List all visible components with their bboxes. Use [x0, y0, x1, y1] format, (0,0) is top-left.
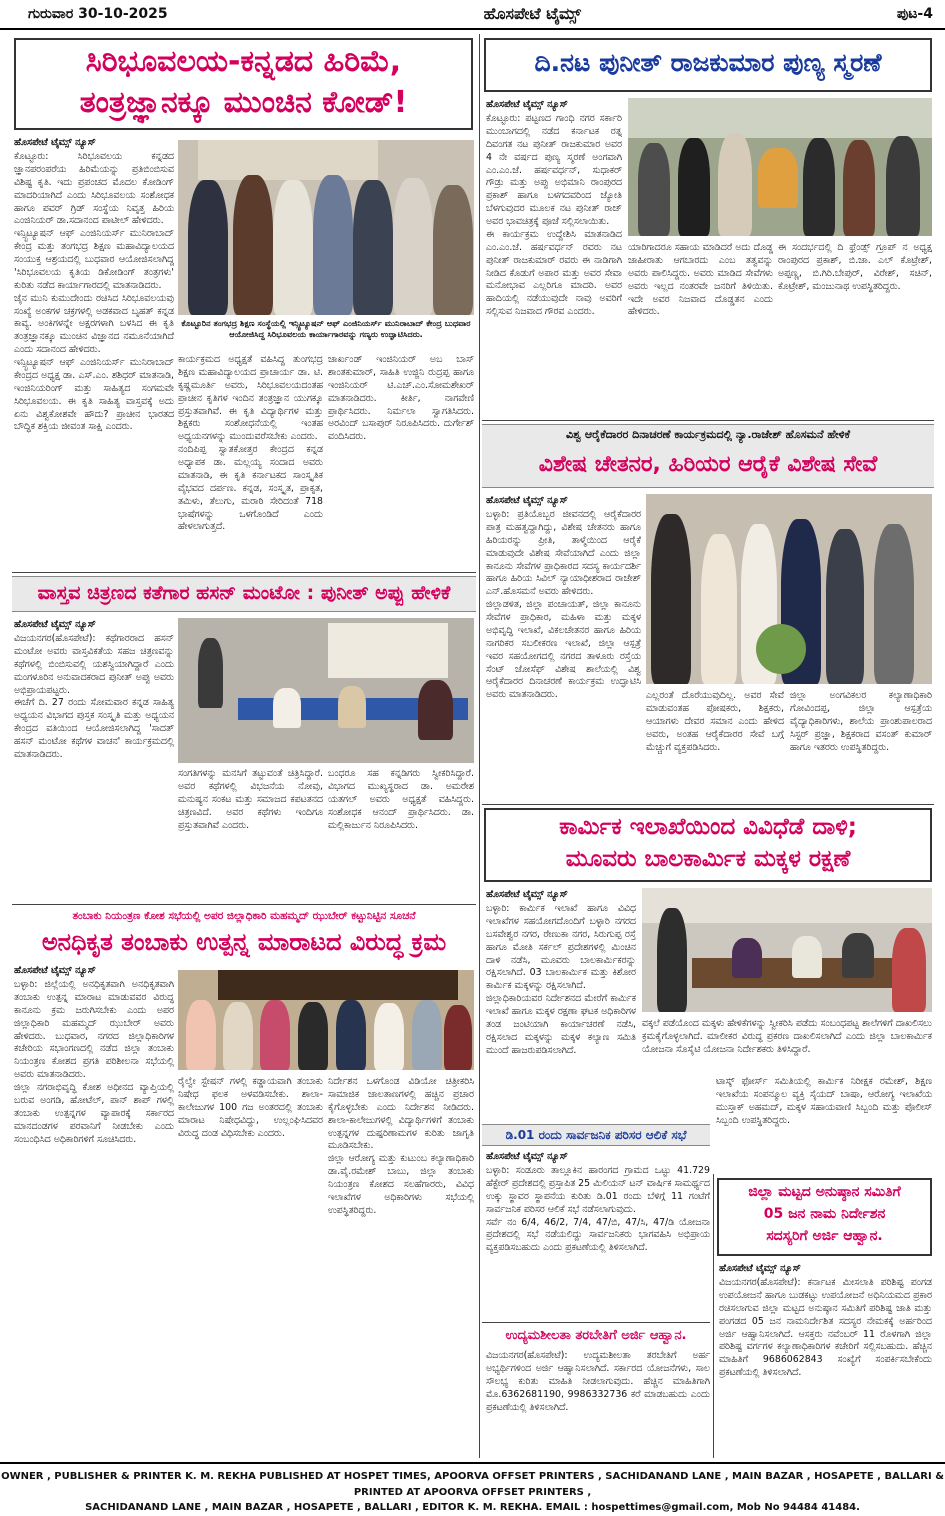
- siri-col-3: [328, 354, 474, 568]
- labour-byline: ಹೊಸಪೇಟೆ ಟೈಮ್ಸ್ ನ್ಯೂಸ್: [486, 889, 568, 900]
- tobacco-photo: [178, 970, 474, 1070]
- labour-para-3: ವಕ್ಕಲೆ ಪಡೆಯೊಂದ ಮಕ್ಕಳು ಹೇಳಿಕೆಗಳನ್ನು ಸ್ವೀಕರಿಸಿ ಪಡೆದು ಸಂಬಂಧಪಟ್ಟ ಶಾಲೆಗಳಿಗೆ ದಾಖಲಿಸಲು ಕ್ರಮಕೈಗೊಳ್ಳಲಾಗಿದೆ. ಮಾಲೀಕರ ವಿರುದ್ಧ ಪ್ರಕರಣ ದಾಖಲಿಸಲಾಗಿದೆ ಎಂದು ಜಿಲ್ಲಾ ಬಾಲಕಾರ್ಮಿಕ ಯೋಜನಾ ಸೊಸೈಟಿ ಯೋಜನಾ ನಿರ್ದೇಶಕರು ತಿಳಿಸಿದ್ದಾರೆ.: [642, 1018, 932, 1055]
- siri-para-1: ಕೊಟ್ಟೂರು: ಸಿರಿಭೂವಲಯ ಕನ್ನಡದ ಜ್ಞಾನಪರಂಪರೆಯ ಹಿರಿಮೆಯನ್ನು ಪ್ರತಿಬಿಂಬಿಸುವ ವಿಶಿಷ್ಟ ಕೃತಿ. ಇದು ಪ್ರಪಂಚದ ಮೊದಲ ಕೋಡಿಂಗ್ ಮಾದರಿಯಾಗಿದೆ ಎಂದು ಸಿರಿಭೂವಲಯ ಸಂಶೋಧಕ ಹಾಗೂ ಪವರ್ ಗ್ರಿಡ್ ಸಂಸ್ಥೆಯ ನಿವೃತ್ತ ಹಿರಿಯ ಎಂಜಿನಿಯರ್ ಡಾ.ಸದಾನಂದ ಪಾಟೀಲ್ ಹೇಳಿದರು.: [14, 151, 174, 227]
- committee-headline-2: 05 ಜನ ನಾಮ ನಿರ್ದೇಶನ: [763, 1206, 886, 1222]
- puneeth-para-1: ಕೊಟ್ಟೂರು: ಪಟ್ಟಣದ ಗಾಂಧಿ ನಗರ ಸರ್ಕಾರಿ ಮುಂಬಾಗದಲ್ಲಿ ನಡೆದ ಕರ್ನಾಟಕ ರತ್ನ ದಿವಂಗತ ನಟ ಪುನೀತ್ ರಾಜಕುಮಾರ ಅವರ 4 ನೇ ವರ್ಷದ ಪುಣ್ಯ ಸ್ಮರಣೆ ಅಂಗವಾಗಿ ಎಂ.ಎಂ.ಜೆ. ಹರ್ಷವರ್ಧನ್, ಸುಧಾಕರ್ ಗೌಡ್ರು ಮತ್ತು ಅಪ್ಪು ಅಭಿಮಾನಿ ರಾಂಪುರದ ಪ್ರಕಾಶ್ ಹಾಗೂ ಬಳಗದವರಿಂದ ಜ್ಯೋತಿ ಬೆಳಗುವುದರ ಮೂಲಕ ನಟ ಪುನೀತ್ ರಾಜ್ ಅವರ ಭಾವಚಿತ್ರಕ್ಕೆ ಪೂಜೆ ಸಲ್ಲಿಸಲಾಯಿತು.: [486, 113, 622, 227]
- manto-photo: [178, 618, 474, 763]
- puneeth-para-2: ಈ ಕಾರ್ಯಕ್ರಮ ಉದ್ದೇಶಿಸಿ ಮಾತನಾಡಿದ ಎಂ.ಎಂ.ಜೆ. ಹರ್ಷವರ್ಧನ್ ರವರು ನಟ ಪುನೀತ್ ರಾಜಕುಮಾರ್ ರವರು ಈ ನಾಡಿಗಾಗಿ ನೀಡಿದ ಕೊಡುಗೆ ಅಪಾರ ಮತ್ತು ಅವರ ಸೇವಾ ಮನೋಭಾವ ಎಲ್ಲರಿಗೂ ಮಾದರಿ. ಅವರ ಹಾದಿಯಲ್ಲಿ ನಡೆಯುವುದೇ ನಾವು ಅವರಿಗೆ ಸಲ್ಲಿಸುವ ನಿಜವಾದ ಗೌರವ ಎಂದರು.: [486, 228, 622, 318]
- siri-para-7: ಜಾರ್ಖಂಡ್ ಇಂಜಿನಿಯರ್ ಅಬ ಬಾಸ್ ಶಾಂತಕುಮಾರ್, ಸಾಹಿತಿ ಉಜ್ಜಿನಿ ರುದ್ರಪ್ಪ ಹಾಗೂ ಇಂಜಿನಿಯರ್ ಟಿ.ಎಚ್.ಎಂ.ಸೋಮಶೇಖರ್ ಮಾತನಾಡಿದರು. ಕೀರ್ತಿ, ನಾಗವೇಣಿ ಪ್ರಾರ್ಥಿಸಿದರು. ನಿರ್ಮಲಾ ಸ್ವಾಗತಿಸಿದರು. ಅರವಿಂದ್ ಬಸಾಪುರ್ ನಿರೂಪಿಸಿದರು. ದುರ್ಗೇಶ್ ವಂದಿಸಿದರು.: [328, 354, 474, 443]
- puneeth-col-3: [778, 242, 932, 416]
- elderly-para-2: ಜಿಲ್ಲಾಡಳಿತ, ಜಿಲ್ಲಾ ಪಂಚಾಯತ್, ಜಿಲ್ಲಾ ಕಾನೂನು ಸೇವೆಗಳ ಪ್ರಾಧಿಕಾರ, ಮಹಿಳಾ ಮತ್ತು ಮಕ್ಕಳ ಅಭಿವೃದ್ಧಿ ಇಲಾಖೆ, ವಿಕಲಚೇತನರ ಹಾಗೂ ಹಿರಿಯ ನಾಗರಿಕರ ಸಬಲೀಕರಣ ಇಲಾಖೆ, ಜಿಲ್ಲಾ ಆಸ್ಪತ್ರೆ ಇವರ ಸಹಯೋಗದಲ್ಲಿ ನಗರದ ತಾಳೂರು ರಸ್ತೆಯ ಸೆಂಟ್ ಜೋಸೆಫ್ ವಿಶೇಷ ಶಾಲೆಯಲ್ಲಿ ವಿಶ್ವ ಆರೈಕೆದಾರರ ದಿನಾಚರಣೆ ಕಾರ್ಯಕ್ರಮ ಉದ್ಘಾಟಿಸಿ ಅವರು ಮಾತನಾಡಿದರು.: [486, 599, 641, 701]
- elderly-headline: ವಿಶೇಷ ಚೇತನರ, ಹಿರಿಯರ ಆರೈಕೆ ವಿಶೇಷ ಸೇವೆ: [538, 452, 878, 477]
- tobacco-col-2: [178, 1076, 323, 1458]
- committee-body-wrap: [719, 1262, 932, 1458]
- env-headline: ಡಿ.01 ರಂದು ಸಾರ್ವಜನಿಕ ಪರಿಸರ ಆಲಿಕೆ ಸಭೆ: [505, 1128, 687, 1142]
- labour-para-2: ಜಿಲ್ಲಾಧಿಕಾರಿಯವರ ನಿರ್ದೇಶನದ ಮೇರೆಗೆ ಕಾರ್ಮಿಕ ಇಲಾಖೆ ಹಾಗೂ ಮಕ್ಕಳ ರಕ್ಷಣಾ ಘಟಕ ಅಧಿಕಾರಿಗಳ ತಂಡ ಜಂಟಿಯಾಗಿ ಕಾರ್ಯಾಚರಣೆ ನಡೆಸಿ, ರಕ್ಷಿಸಲಾದ ಮಕ್ಕಳನ್ನು ಮಕ್ಕಳ ಕಲ್ಯಾಣ ಸಮಿತಿ ಮುಂದೆ ಹಾಜರುಪಡಿಸಲಾಗಿದೆ.: [486, 993, 636, 1056]
- manto-col-1: [14, 618, 174, 900]
- manto-para-4: ಬಂಧರೂ ಸಹ ಕನ್ನಡಿಗರು ಸ್ವೀಕರಿಸಿದ್ದಾರೆ. ವಿಭಾಗದ ಮುಖ್ಯಸ್ಥರಾದ ಡಾ. ಅಮರೇಶ ಯತಗಲ್ ಅವರು ಅಧ್ಯಕ್ಷತೆ ವಹಿಸಿದ್ದರು. ಸಂಶೋಧಕ ಆನಂದ್ ಪ್ರಾರ್ಥಿಸಿದರು. ಡಾ. ಮಲ್ಲಿಕಾರ್ಜುನ ನಿರೂಪಿಸಿದರು.: [328, 768, 474, 831]
- siri-photo: [178, 140, 474, 315]
- manto-byline: ಹೊಸಪೇಟೆ ಟೈಮ್ಸ್ ನ್ಯೂಸ್: [14, 619, 96, 630]
- labour-para-4: ಟಾಸ್ಕ್ ಫೋರ್ಸ್ ಸಮಿತಿಯಲ್ಲಿ ಕಾರ್ಮಿಕ ನಿರೀಕ್ಷಕ ರಮೇಶ್, ಶಿಕ್ಷಣ ಇಲಾಖೆಯ ಸಂಪನ್ಮೂಲ ವ್ಯಕ್ತಿ ಸೈಯದ್ ಬಾಷಾ, ಆರೋಗ್ಯ ಇಲಾಖೆಯ ಮುಸ್ತಾಕ್ ಅಹಮದ್, ಮಕ್ಕಳ ಸಹಾಯವಾಣಿ ಸಿಬ್ಬಂದಿ ಮತ್ತು ಪೊಲೀಸ್ ಸಿಬ್ಬಂದಿ ಉಪಸ್ಥಿತರಿದ್ದರು.: [716, 1076, 932, 1126]
- elderly-col-1: [486, 494, 641, 800]
- labour-headline-2: ಮೂವರು ಬಾಲಕಾರ್ಮಿಕ ಮಕ್ಕಳ ರಕ್ಷಣೆ: [565, 846, 851, 872]
- labour-col-3: [716, 1076, 932, 1170]
- siri-col-2: [178, 354, 323, 568]
- committee-body: ವಿಜಯನಗರ(ಹೊಸಪೇಟೆ): ಕರ್ನಾಟಕ ಮೀಸಲಾತಿ ಪರಿಶಿಷ್ಟ ಪಂಗಡ ಉಪಯೋಜನೆ ಹಾಗೂ ಬುಡಕಟ್ಟು ಉಪಯೋಜನೆ ಅಧಿನಿಯಮದ ಪ್ರಕಾರ ರಚಿಸಲಾಗುವ ಜಿಲ್ಲಾ ಮಟ್ಟದ ಅನುಷ್ಠಾನ ಸಮಿತಿಗೆ ಪರಿಶಿಷ್ಟ ಜಾತಿ ಮತ್ತು ಪಂಗಡದ 05 ಜನ ನಾಮನಿರ್ದೇಶಿತ ಸದಸ್ಯರ ನೇಮಕಕ್ಕೆ ಅರ್ಹರಿಂದ ಅರ್ಜಿ ಆಹ್ವಾನಿಸಲಾಗಿದೆ. ಆಸಕ್ತರು ನವೆಂಬರ್ 11 ರೊಳಗಾಗಿ ಜಿಲ್ಲಾ ಪರಿಶಿಷ್ಟ ವರ್ಗಗಳ ಕಲ್ಯಾಣಾಧಿಕಾರಿಗಳ ಕಚೇರಿಗೆ ಸಲ್ಲಿಸಬಹುದು. ಹೆಚ್ಚಿನ ಮಾಹಿತಿಗೆ 9686062843 ಸಂಖ್ಯೆಗೆ ಸಂಪರ್ಕಿಸಬೇಕೆಂದು ಪ್ರಕಟಣೆಯಲ್ಲಿ ತಿಳಿಸಲಾಗಿದೆ.: [719, 1277, 932, 1379]
- manto-col-3: [328, 768, 474, 900]
- column-divider: [713, 1174, 714, 1458]
- puneeth-byline: ಹೊಸಪೇಟೆ ಟೈಮ್ಸ್ ನ್ಯೂಸ್: [486, 99, 568, 110]
- labour-col-1: [486, 888, 636, 1122]
- entre-headline: ಉದ್ಯಮಶೀಲತಾ ತರಬೇತಿಗೆ ಅರ್ಜಿ ಆಹ್ವಾನ.: [505, 1328, 687, 1343]
- divider: [482, 804, 934, 805]
- elderly-para-4: ಜಿಲ್ಲಾ ಅಂಗವಿಕಲರ ಕಲ್ಯಾಣಾಧಿಕಾರಿ ಗೋವಿಂದಪ್ಪ, ಜಿಲ್ಲಾ ಆಸ್ಪತ್ರೆಯ ವೈದ್ಯಾಧಿಕಾರಿಗಳು, ಶಾಲೆಯ ಪ್ರಾಂಶುಪಾಲರಾದ ಸಿಸ್ಟರ್ ಪ್ರಜ್ಞಾ, ಶಿಕ್ಷಕರಾದ ವಸಂತ್ ಕುಮಾರ್ ಹಾಗೂ ಇತರರು ಉಪಸ್ಥಿತರಿದ್ದರು.: [790, 690, 932, 753]
- puneeth-col-2: [628, 242, 773, 416]
- puneeth-photo: [628, 98, 932, 236]
- env-para-1: ಬಳ್ಳಾರಿ: ಸಂಡೂರು ತಾಲ್ಲೂಕಿನ ಹಾರಂಗದ ಗ್ರಾಮದ ಒಟ್ಟು 41.729 ಹೆಕ್ಟೇರ್ ಪ್ರದೇಶದಲ್ಲಿ ಪ್ರಸ್ತಾಪಿತ 25 ಮಿಲಿಯನ್ ಟನ್ ವಾರ್ಷಿಕ ಸಾಮರ್ಥ್ಯದ ಉಕ್ಕು ಸ್ಥಾವರ ಸ್ಥಾಪನೆಯ ಕುರಿತು ಡಿ.01 ರಂದು ಬೆಳಿಗ್ಗೆ 11 ಗಂಟೆಗೆ ಸಾರ್ವಜನಿಕ ಪರಿಸರ ಆಲಿಕೆ ಸಭೆ ನಡೆಸಲಾಗುವುದು.: [486, 1165, 710, 1215]
- tobacco-col-1: [14, 964, 174, 1458]
- imprint-line-2: SACHIDANAND LANE , MAIN BAZAR , HOSAPETE , BALLARI , EDITOR K. M. REKHA. EMAIL : hospettimes@gmail.com, Mob No 94484 41484.: [85, 1502, 860, 1513]
- committee-byline: ಹೊಸಪೇಟೆ ಟೈಮ್ಸ್ ನ್ಯೂಸ್: [719, 1263, 801, 1274]
- tobacco-para-5: ಜಿಲ್ಲಾ ಆರೋಗ್ಯ ಮತ್ತು ಕುಟುಂಬ ಕಲ್ಯಾಣಾಧಿಕಾರಿ ಡಾ.ವೈ.ರಮೇಶ್ ಬಾಬು, ಜಿಲ್ಲಾ ತಂಬಾಕು ನಿಯಂತ್ರಣ ಕೋಶದ ಸಲಹೆಗಾರರು, ವಿವಿಧ ಇಲಾಖೆಗಳ ಅಧಿಕಾರಿಗಳು ಸಭೆಯಲ್ಲಿ ಉಪಸ್ಥಿತರಿದ್ದರು.: [328, 1153, 474, 1216]
- puneeth-para-3: ಯಾರಿಗಾದರೂ ಸಹಾಯ ಮಾಡಿದರೆ ಅದು ದೊಡ್ಡ ಜಾಹೀರಾತು ಆಗಬಾರದು ಎಂಬ ತತ್ವವನ್ನು ಅವರು ಪಾಲಿಸಿದ್ದರು. ಅವರು ಮಾಡಿದ ಸೇವೆಗಳು ಅವರು ಇಲ್ಲದ ನಂತರವೇ ಜನರಿಗೆ ತಿಳಿಯಿತು. ಇದೇ ಅವರ ನಿಜವಾದ ದೊಡ್ಡತನ ಎಂದು ಹೇಳಿದರು.: [628, 242, 773, 318]
- imprint-line-1: OWNER , PUBLISHER & PRINTER K. M. REKHA PUBLISHED AT HOSPET TIMES, APOORVA OFFSET PRINTERS , SACHIDANAND LANE , MAIN BAZAR , HOSAPETE , BALLARI & PRINTED AT APOORVA OFFSET PRINTERS ,: [1, 1471, 944, 1498]
- paper-name: ಹೊಸಪೇಟೆ ಟೈಮ್ಸ್: [483, 4, 581, 23]
- siri-col-1: [14, 136, 174, 568]
- env-byline: ಹೊಸಪೇಟೆ ಟೈಮ್ಸ್ ನ್ಯೂಸ್: [486, 1151, 568, 1162]
- elderly-col-3: [790, 690, 932, 800]
- elderly-photo: [646, 494, 932, 684]
- siri-para-3: ಜೈನ ಮುನಿ ಕುಮುದೇಂದು ರಚಿಸಿದ ಸಿರಿಭೂವಲಯವು ಸಂಖ್ಯೆ ಅಂಕಗಳ ಚಕ್ರಗಳಲ್ಲಿ ಅಡಕವಾದ ಬೃಹತ್ ಕನ್ನಡ ಕಾವ್ಯ. ಅಂಕಿಗಳನ್ನೇ ಅಕ್ಷರಗಳಾಗಿ ಬಳಸಿದ ಈ ಕೃತಿ ತಂತ್ರಜ್ಞಾನಕ್ಕೂ ಮುಂಚಿನ ವಿಜ್ಞಾನದ ನಮೂನೆಯಾಗಿದೆ ಎಂದು ಸದಾನಂದ ಹೇಳಿದರು.: [14, 292, 174, 356]
- siri-para-6: ನಂದಿಪಿಪ್ಪ ಸ್ವಾತಕೋತ್ತರ ಕೇಂದ್ರದ ಕನ್ನಡ ಅಧ್ಯಾಪಕ ಡಾ. ಮಲ್ಲಯ್ಯ ಸಂದಾದ ಅವರು ಮಾತನಾಡಿ, ಈ ಕೃತಿ ಕರ್ನಾಟಕದ ಸಾಂಸ್ಕೃತಿಕ ವೈಭವದ ದರ್ಪಣ. ಕನ್ನಡ, ಸಂಸ್ಕೃತ, ಪ್ರಾಕೃತ, ತಮಿಳು, ತೆಲುಗು, ಮರಾಠಿ ಸೇರಿದಂತೆ 718 ಭಾಷೆಗಳನ್ನು ಒಳಗೊಂಡಿದೆ ಎಂದು ಹೇಳಲಾಗುತ್ತದೆ.: [178, 444, 323, 533]
- puneeth-headline: ದಿ.ನಟ ಪುನೀತ್ ರಾಜಕುಮಾರ ಪುಣ್ಯ ಸ್ಮರಣೆ: [534, 48, 882, 77]
- siri-photo-caption: ಕೊಟ್ಟೂರಿನ ತಂಗಭದ್ರ ಶಿಕ್ಷಣ ಸಂಸ್ಥೆಯಲ್ಲಿ ಇನ್ಸ್ಟಿಟ್ಯೂಷನ್ ಆಫ್ ಎಂಜಿನಿಯರ್ಸ್ ಮುನಿರಾಬಾದ್ ಕೇಂದ್ರ ಬುಧವಾರ ಆಯೋಜಿಸಿದ್ದ ಸಿರಿಭೂವಲಯ ಕಾರ್ಯಾಗಾರವನ್ನು ಗಣ್ಯರು ಉದ್ಘಾಟಿಸಿದರು.: [181, 318, 471, 339]
- env-body: [486, 1150, 710, 1320]
- tobacco-para-3: ರೈಲ್ವೇ ಸ್ಟೇಷನ್ ಗಳಲ್ಲಿ ಕಡ್ಡಾಯವಾಗಿ ತಂಬಾಕು ನಿಷೇಧ ಫಲಕ ಅಳವಡಿಸಬೇಕು. ಶಾಲಾ-ಕಾಲೇಜುಗಳ 100 ಗಜ ಅಂತರದಲ್ಲಿ ತಂಬಾಕು ಮಾರಾಟ ನಿಷೇಧವಿದ್ದು, ಉಲ್ಲಂಘಿಸಿದವರ ವಿರುದ್ಧ ದಂಡ ವಿಧಿಸಬೇಕು ಎಂದರು.: [178, 1076, 323, 1139]
- divider: [482, 1322, 710, 1323]
- committee-headline-3: ಸದಸ್ಯರಿಗೆ ಅರ್ಜಿ ಆಹ್ವಾನ.: [766, 1228, 883, 1244]
- siri-headline-2: ತಂತ್ರಜ್ಞಾನಕ್ಕೂ ಮುಂಚಿನ ಕೋಡ್!: [79, 85, 408, 120]
- siri-para-2: ಇನ್ಸ್ಟಿಟ್ಯೂಷನ್ ಆಫ್ ಎಂಜಿನಿಯರ್ಸ್ ಮುನಿರಾಬಾದ್ ಕೇಂದ್ರ ಮತ್ತು ತಂಗಭದ್ರ ಶಿಕ್ಷಣ ಮಹಾವಿದ್ಯಾಲಯದ ಸಂಯುಕ್ತ ಆಶ್ರಯದಲ್ಲಿ ಬುಧವಾರ ಆಯೋಜಿಸಲಾಗಿದ್ದ 'ಸಿರಿಭೂವಲಯ ಕೃತಿಯ ಡಿಕೋಡಿಂಗ್ ತಂತ್ರಗಳು' ಕುರಿತು ನಡೆದ ಕಾರ್ಯಾಗಾರದಲ್ಲಿ ಮಾತನಾಡಿದರು.: [14, 228, 174, 291]
- divider: [12, 904, 476, 905]
- manto-para-3: ಸಂಗತಿಗಳನ್ನು ಮನಸಿಗೆ ತಟ್ಟುವಂತೆ ಚಿತ್ರಿಸಿದ್ದಾರೆ. ಅವರ ಕಥೆಗಳಲ್ಲಿ ವಿಭಜನೆಯ ನೋವು, ಮನುಷ್ಯನ ಸಂಕಟ ಮತ್ತು ಸಮಾಜದ ಕಪಟತನದ ಚಿತ್ರಣವಿದೆ. ಅವರ ಕಥೆಗಳು ಇಂದಿಗೂ ಪ್ರಸ್ತುತವಾಗಿವೆ ಎಂದರು.: [178, 768, 323, 831]
- divider: [482, 420, 934, 421]
- puneeth-col-1: [486, 98, 622, 416]
- tobacco-byline: ಹೊಸಪೇಟೆ ಟೈಮ್ಸ್ ನ್ಯೂಸ್: [14, 965, 96, 976]
- elderly-col-2: [646, 690, 784, 800]
- siri-para-4: ಇನ್ಸ್ಟಿಟ್ಯೂಷನ್ ಆಫ್ ಎಂಜಿನಿಯರ್ಸ್ ಮುನಿರಾಬಾದ್ ಕೇಂದ್ರದ ಅಧ್ಯಕ್ಷ ಡಾ. ಎಸ್.ಎಂ. ಶಶಿಧರ್ ಮಾತನಾಡಿ, ಇಂಜಿನಿಯರಿಂಗ್ ಮತ್ತು ಸಾಹಿತ್ಯದ ಸಂಗಮವೇ ಸಿರಿಭೂವಲಯ. ಈ ಕೃತಿ ಸಾಹಿತ್ಯ ವಾಸ್ತವಕ್ಕೆ ಅದು ಏನು ವಿಶ್ವಕೋಶವೇ ಹೌದು? ಪ್ರಾಚೀನ ಭಾರತದ ಬೌದ್ಧಿಕ ಶಕ್ತಿಯ ಜೀವಂತ ಸಾಕ್ಷಿ ಎಂದರು.: [14, 357, 174, 433]
- issue-date: ಗುರುವಾರ 30-10-2025: [28, 6, 168, 22]
- env-para-2: ಸರ್ವೆ ನಂ 6/4, 46/2, 7/4, 47/ಬಿ, 47/ಸಿ, 47/ಡಿ ಯೋಜನಾ ಪ್ರದೇಶದಲ್ಲಿ ಸಭೆ ನಡೆಯಲಿದ್ದು ಸಾರ್ವಜನಿಕರು ಭಾಗವಹಿಸಿ ಅಭಿಪ್ರಾಯ ವ್ಯಕ್ತಪಡಿಸಬಹುದು ಎಂದು ಪ್ರಕಟಣೆಯಲ್ಲಿ ತಿಳಿಸಲಾಗಿದೆ.: [486, 1216, 710, 1254]
- manto-para-2: ಈಚೆಗೆ ದಿ. 27 ರಂದು ಸೋಮವಾರ ಕನ್ನಡ ಸಾಹಿತ್ಯ ಅಧ್ಯಯನ ವಿಭಾಗದ ಪುಸ್ತಕ ಸಂಸ್ಕೃತಿ ಮತ್ತು ಅಧ್ಯಯನ ಕೇಂದ್ರದ ವತಿಯಿಂದ ಆಯೋಜಿಸಲಾಗಿದ್ದ 'ಸಾದತ್ ಹಸನ್ ಮಂಟೋ ಕಥೆಗಳ ವಾಚನ' ಕಾರ್ಯಕ್ರಮದಲ್ಲಿ ಮಾತನಾಡಿದರು.: [14, 697, 174, 760]
- entre-body: ವಿಜಯನಗರ(ಹೊಸಪೇಟೆ): ಉದ್ಯಮಶೀಲತಾ ತರಬೇತಿಗೆ ಅರ್ಹ ಅಭ್ಯರ್ಥಿಗಳಿಂದ ಅರ್ಜಿ ಆಹ್ವಾನಿಸಲಾಗಿದೆ. ಸರ್ಕಾರದ ಯೋಜನೆಗಳು, ಸಾಲ ಸೌಲಭ್ಯ ಕುರಿತು ಮಾಹಿತಿ ನೀಡಲಾಗುವುದು. ಹೆಚ್ಚಿನ ಮಾಹಿತಿಗಾಗಿ ಮೊ.6362681190, 9986332736 ಕರೆ ಮಾಡಬಹುದು ಎಂದು ಪ್ರಕಟಣೆಯಲ್ಲಿ ತಿಳಿಸಲಾಗಿದೆ.: [486, 1350, 710, 1413]
- imprint-footer: [0, 1462, 945, 1513]
- column-divider: [479, 34, 480, 1458]
- manto-col-2: [178, 768, 323, 900]
- siri-byline: ಹೊಸಪೇಟೆ ಟೈಮ್ಸ್ ನ್ಯೂಸ್: [14, 137, 96, 148]
- labour-para-1: ಬಳ್ಳಾರಿ: ಕಾರ್ಮಿಕ ಇಲಾಖೆ ಹಾಗೂ ವಿವಿಧ ಇಲಾಖೆಗಳ ಸಹಯೋಗದೊಂದಿಗೆ ಬಳ್ಳಾರಿ ನಗರದ ಬಸವೇಶ್ವರ ನಗರ, ರೇಣುಕಾ ನಗರ, ಸಿರುಗುಪ್ಪ ರಸ್ತೆ ಹಾಗೂ ಮೋತಿ ಸರ್ಕಲ್ ಪ್ರದೇಶಗಳಲ್ಲಿ ಮಿಂಚಿನ ದಾಳಿ ನಡೆಸಿ, ಮೂವರು ಬಾಲಕಾರ್ಮಿಕರನ್ನು ರಕ್ಷಿಸಲಾಗಿದೆ. 03 ಬಾಲಕಾರ್ಮಿಕ ಮತ್ತು ಕಿಶೋರ ಕಾರ್ಮಿಕ ಮಕ್ಕಳನ್ನು ರಕ್ಷಿಸಲಾಗಿದೆ.: [486, 903, 636, 992]
- siri-para-5: ಕಾರ್ಯಕ್ರಮದ ಅಧ್ಯಕ್ಷತೆ ವಹಿಸಿದ್ದ ತುಂಗಭದ್ರ ಶಿಕ್ಷಣ ಮಹಾವಿದ್ಯಾಲಯದ ಪ್ರಾಚಾರ್ಯ ಡಾ. ಟಿ. ಕೃಷ್ಣಮೂರ್ತಿ ಅವರು, ಸಿರಿಭೂವಲಯದಂತಹ ಪ್ರಾಚೀನ ಕೃತಿಗಳ ಇಂದಿನ ತಂತ್ರಜ್ಞಾನ ಯುಗಕ್ಕೂ ಪ್ರಸ್ತುತವಾಗಿವೆ. ಈ ಕೃತಿ ವಿದ್ಯಾರ್ಥಿಗಳ ಮತ್ತು ಶಿಕ್ಷಕರು ಸಂಶೋಧನೆಯಲ್ಲಿ ಇಂತಹ ಅಧ್ಯಯನಗಳನ್ನು ಮುಂದುವರೆಸಬೇಕು ಎಂದರು.: [178, 354, 323, 443]
- tobacco-col-3: [328, 1076, 474, 1458]
- page-number: ಪುಟ-4: [896, 6, 933, 22]
- manto-para-1: ವಿಜಯನಗರ(ಹೊಸಪೇಟೆ): ಕಥೆಗಾರರಾದ ಹಸನ್ ಮಂಟೋ ಅವರು ವಾಸ್ತವಿಕತೆಯ ಸಹಜ ಚಿತ್ರಣವನ್ನು ಕಥೆಗಳಲ್ಲಿ ಬಿಂಬಿಸುವಲ್ಲಿ ಯಶಸ್ವಿಯಾಗಿದ್ದಾರೆ ಎಂದು ಮಂಗಳೂರಿನ ಅನುವಾದಕರಾದ ಪುನೀತ್ ಅಪ್ಪು ಅವರು ಅಭಿಪ್ರಾಯಪಟ್ಟರು.: [14, 633, 174, 696]
- committee-headline-1: ಜಿಲ್ಲಾ ಮಟ್ಟದ ಅನುಷ್ಠಾನ ಸಮಿತಿಗೆ: [748, 1184, 901, 1200]
- tobacco-para-1: ಬಳ್ಳಾರಿ: ಜಿಲ್ಲೆಯಲ್ಲಿ ಅನಧಿಕೃತವಾಗಿ ಅನಧಿಕೃತವಾಗಿ ತಂಬಾಕು ಉತ್ಪನ್ನ ಮಾರಾಟ ಮಾಡುವವರ ವಿರುದ್ಧ ಕಾನೂನು ಕ್ರಮ ಜರುಗಿಸಬೇಕು ಎಂದು ಅಪರ ಜಿಲ್ಲಾಧಿಕಾರಿ ಮಹಮ್ಮದ್ ಝುಬೇರ್ ಅವರು ಹೇಳಿದರು. ಬುಧವಾರ, ನಗರದ ಜಿಲ್ಲಾಧಿಕಾರಿಗಳ ಕಚೇರಿಯ ಸಭಾಂಗಣದಲ್ಲಿ ನಡೆದ ಜಿಲ್ಲಾ ತಂಬಾಕು ನಿಯಂತ್ರಣ ಕೋಶದ ಪ್ರಗತಿ ಪರಿಶೀಲನಾ ಸಭೆಯಲ್ಲಿ ಅವರು ಮಾತನಾಡಿದರು.: [14, 979, 174, 1081]
- puneeth-para-4: ಈ ಸಂದರ್ಭದಲ್ಲಿ ದಿ ಫ್ರೆಂಡ್ಸ್ ಗ್ರೂಪ್ ನ ಅಧ್ಯಕ್ಷ ರಾಂಪುರದ ಪ್ರಕಾಶ್, ಬಿ.ಜಾ. ಎಲ್ ಕೊಟ್ರೇಶ್, ಅಪ್ಪಣ್ಣ, ಬಿ.ಗಿರಿ.ಬೇಪುರ್, ವಿರೇಶ್, ಸಚಿನ್, ಕೊಟ್ರೇಶ್, ಮಂಜುನಾಥ ಉಪಸ್ಥಿತರಿದ್ದರು.: [778, 242, 932, 292]
- labour-headline-1: ಕಾರ್ಮಿಕ ಇಲಾಖೆಯಿಂದ ವಿವಿಧೆಡೆ ದಾಳಿ;: [559, 814, 857, 840]
- manto-headline: ವಾಸ್ತವ ಚಿತ್ರಣದ ಕತೆಗಾರ ಹಸನ್ ಮಂಟೋ : ಪುನೀತ್ ಅಪ್ಪು ಹೇಳಿಕೆ: [37, 582, 451, 604]
- tobacco-para-4: ನಿರ್ದೇಶನ ಒಳಗೊಂಡ ವಿಡಿಯೋ ಚಿತ್ರೀಕರಿಸಿ ಸಾಮಾಜಿಕ ಜಾಲತಾಣಗಳಲ್ಲಿ ಹಚ್ಚಿನ ಪ್ರಚಾರ ಕೈಗೊಳ್ಳಬೇಕು ಎಂದು ನಿರ್ದೇಶನ ನೀಡಿದರು. ಶಾಲಾ-ಕಾಲೇಜುಗಳಲ್ಲಿ ವಿದ್ಯಾರ್ಥಿಗಳಿಗೆ ತಂಬಾಕು ಉತ್ಪನ್ನಗಳ ದುಷ್ಪರಿಣಾಮಗಳ ಕುರಿತು ಜಾಗೃತಿ ಮೂಡಿಸಬೇಕು.: [328, 1076, 474, 1152]
- elderly-para-1: ಬಳ್ಳಾರಿ: ಪ್ರತಿಯೊಬ್ಬರ ಜೀವನದಲ್ಲಿ ಆರೈಕೆದಾರರ ಪಾತ್ರ ಮಹತ್ವದ್ದಾಗಿದ್ದು, ವಿಶೇಷ ಚೇತನರು ಹಾಗೂ ಹಿರಿಯರನ್ನು ಪ್ರೀತಿ, ತಾಳ್ಮೆಯಿಂದ ಆರೈಕೆ ಮಾಡುವುದೇ ವಿಶೇಷ ಸೇವೆಯಾಗಿದೆ ಎಂದು ಜಿಲ್ಲಾ ಕಾನೂನು ಸೇವೆಗಳ ಪ್ರಾಧಿಕಾರದ ಸದಸ್ಯ ಕಾರ್ಯದರ್ಶಿ ಹಾಗೂ ಹಿರಿಯ ಸಿವಿಲ್ ನ್ಯಾಯಾಧೀಶರಾದ ರಾಜೇಶ್ ಎನ್.ಹೊಸಮನೆ ಅವರು ಹೇಳಿದರು.: [486, 509, 641, 598]
- labour-photo: [642, 888, 932, 1012]
- masthead: [0, 0, 945, 30]
- divider: [12, 572, 476, 573]
- elderly-byline: ಹೊಸಪೇಟೆ ಟೈಮ್ಸ್ ನ್ಯೂಸ್: [486, 495, 568, 506]
- elderly-para-3: ಎಲ್ಲರಂತೆ ದೊರೆಯುವುದಿಲ್ಲ. ಅವರ ಸೇವೆ ಮಾಡುವಂತಹ ಪೋಷಕರು, ಶಿಕ್ಷಕರು, ಆಯಾಗಳು ದೇವರ ಸಮಾನ ಎಂದು ಹೇಳಿದ ಅವರು, ಅಂತಹ ಆರೈಕೆದಾರರ ಸೇವೆ ಬಗ್ಗೆ ಮೆಚ್ಚುಗೆ ವ್ಯಕ್ತಪಡಿಸಿದರು.: [646, 690, 784, 753]
- labour-col-2: [642, 1018, 932, 1070]
- tobacco-kicker: ತಂಬಾಕು ನಿಯಂತ್ರಣ ಕೋಶ ಸಭೆಯಲ್ಲಿ ಅಪರ ಜಿಲ್ಲಾಧಿಕಾರಿ ಮಹಮ್ಮದ್ ಝುಬೇರ್ ಕಟ್ಟುನಿಟ್ಟಿನ ಸೂಚನೆ: [72, 910, 416, 922]
- elderly-kicker: ವಿಶ್ವ ಆರೈಕೆದಾರರ ದಿನಾಚರಣೆ ಕಾರ್ಯಕ್ರಮದಲ್ಲಿ ನ್ಯಾ.ರಾಜೇಶ್ ಹೊಸಮನೆ ಹೇಳಿಕೆ: [565, 428, 851, 441]
- tobacco-headline: ಅನಧಿಕೃತ ತಂಬಾಕು ಉತ್ಪನ್ನ ಮಾರಾಟದ ವಿರುದ್ಧ ಕ್ರಮ: [41, 928, 447, 956]
- tobacco-para-2: ಜಿಲ್ಲಾ ನಗರಾಭಿವೃದ್ಧಿ ಕೋಶ ಅಧೀನದ ವ್ಯಾಪ್ತಿಯಲ್ಲಿ ಬರುವ ಅಂಗಡಿ, ಹೋಟೆಲ್, ಪಾನ್ ಶಾಪ್ ಗಳಲ್ಲಿ ತಂಬಾಕು ಉತ್ಪನ್ನಗಳ ವ್ಯಾಪಾರಕ್ಕೆ ಸರ್ಕಾರದ ಮಾನದಂಡಗಳ ಪರವಾನಿಗೆ ನೀಡಬೇಕು ಎಂದು ಸಂಬಂಧಿಸಿದ ಅಧಿಕಾರಿಗಳಿಗೆ ಸೂಚಿಸಿದರು.: [14, 1082, 174, 1145]
- siri-headline-1: ಸಿರಿಭೂವಲಯ-ಕನ್ನಡದ ಹಿರಿಮೆ,: [85, 44, 402, 79]
